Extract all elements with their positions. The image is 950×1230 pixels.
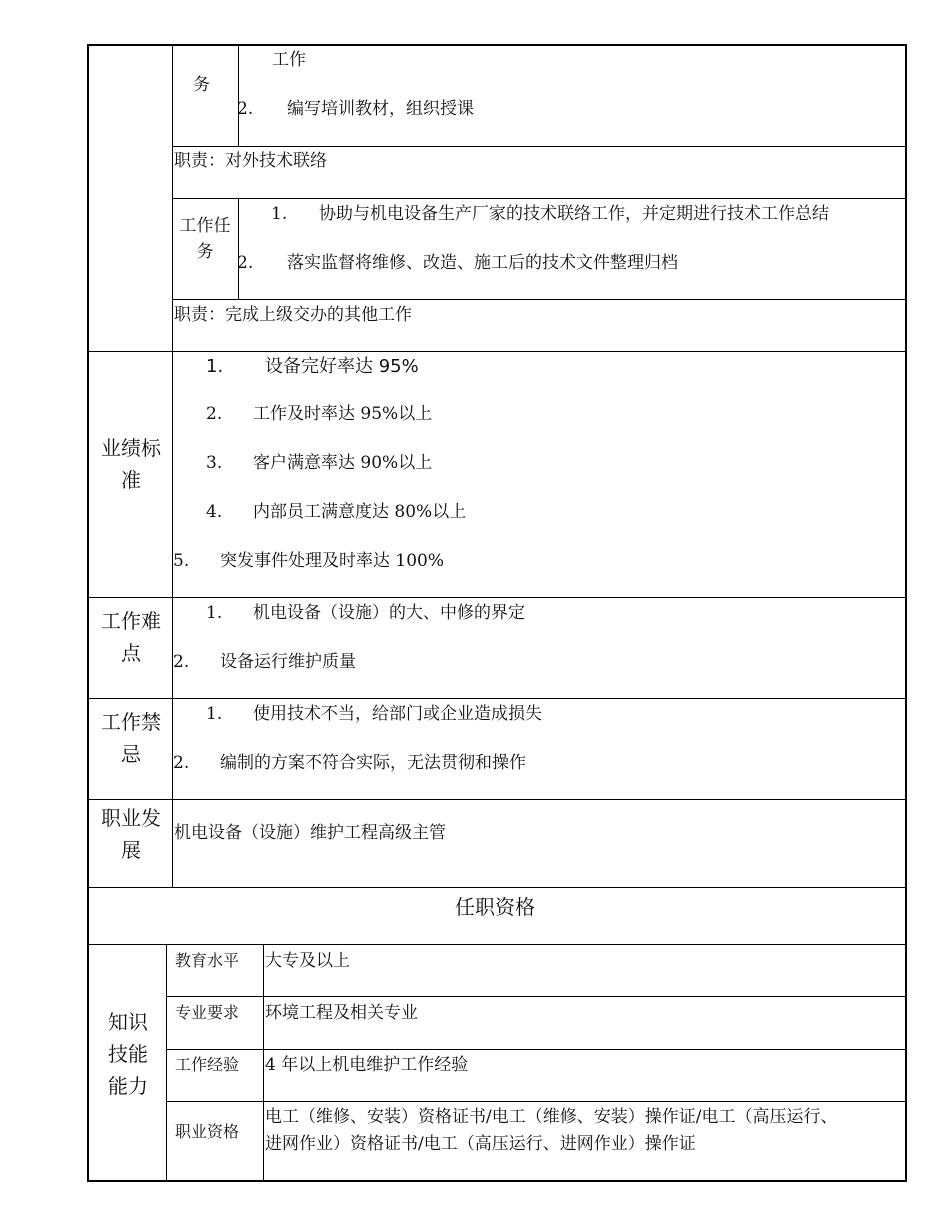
qual-row-label: 职业资格 <box>175 1122 240 1141</box>
duty-row-line-3 <box>172 299 906 300</box>
perf-item-num: 4. <box>206 502 223 522</box>
task-item-num: 2. <box>237 99 254 119</box>
qual-row-label: 专业要求 <box>175 1003 240 1022</box>
task-col-divider-2 <box>238 198 239 300</box>
duty-title: 职责：对外技术联络 <box>174 151 327 171</box>
prohibition-item-num: 2. <box>173 753 190 773</box>
task-item-text: 编写培训教材，组织授课 <box>287 99 474 119</box>
qual-row-line-2 <box>166 1049 906 1050</box>
perf-item-text: 内部员工满意度达 80%以上 <box>253 502 467 522</box>
task-item-num: 2. <box>237 253 254 273</box>
section-line-difficulty <box>87 597 906 598</box>
qualifications-title: 任职资格 <box>455 895 535 919</box>
qual-group-label: 知识技能能力 <box>108 1010 148 1098</box>
perf-item-text: 设备完好率达 95% <box>265 356 419 377</box>
section-line-qual-body <box>87 944 906 945</box>
qual-row-value: 4 年以上机电维护工作经验 <box>265 1055 469 1075</box>
task-label: 工作任务 <box>179 216 231 262</box>
section-label: 工作难点 <box>101 609 161 665</box>
qual-col-divider-1 <box>166 944 167 1181</box>
border-right <box>905 44 907 1182</box>
task-item-text: 落实监督将维修、改造、施工后的技术文件整理归档 <box>287 253 678 273</box>
duty-row-line-2 <box>172 198 906 199</box>
perf-item-num: 1. <box>206 356 224 377</box>
qual-row-value: 大专及以上 <box>265 951 350 971</box>
section-label: 工作禁忌 <box>101 710 161 766</box>
qual-row-line-3 <box>166 1101 906 1102</box>
qual-row-line-1 <box>166 996 906 997</box>
difficulty-item-text: 机电设备（设施）的大、中修的界定 <box>253 603 525 623</box>
task-item-num: 1. <box>271 204 288 224</box>
task-item-text: 协助与机电设备生产厂家的技术联络工作，并定期进行技术工作总结 <box>319 204 829 224</box>
qual-row-label: 教育水平 <box>175 951 240 970</box>
perf-item-text: 突发事件处理及时率达 100% <box>220 551 445 571</box>
qual-row-value: 环境工程及相关专业 <box>265 1003 418 1023</box>
prohibition-item-text: 编制的方案不符合实际，无法贯彻和操作 <box>220 753 526 773</box>
perf-item-num: 5. <box>173 551 190 571</box>
difficulty-item-num: 1. <box>206 603 223 623</box>
duty-title: 职责：完成上级交办的其他工作 <box>174 305 412 325</box>
perf-item-text: 客户满意率达 90%以上 <box>253 453 433 473</box>
section-line-qual-title <box>87 887 906 888</box>
section-label: 业绩标准 <box>101 436 161 492</box>
qual-row-value-line2: 进网作业）资格证书/电工（高压运行、进网作业）操作证 <box>265 1134 696 1154</box>
perf-item-text: 工作及时率达 95%以上 <box>253 404 433 424</box>
section-line-performance <box>87 351 906 352</box>
border-top <box>87 44 907 46</box>
section-label: 职业发展 <box>101 806 161 862</box>
prohibition-item-num: 1. <box>206 704 223 724</box>
task-col-divider-1 <box>238 44 239 146</box>
border-bottom <box>87 1180 907 1182</box>
section-line-career <box>87 799 906 800</box>
border-left <box>87 44 89 1182</box>
difficulty-item-num: 2. <box>173 652 190 672</box>
perf-item-num: 3. <box>206 453 223 473</box>
qual-row-label: 工作经验 <box>175 1055 240 1074</box>
section-line-prohibitions <box>87 698 906 699</box>
duty-row-line-1 <box>172 146 906 147</box>
career-text: 机电设备（设施）维护工程高级主管 <box>174 823 446 843</box>
difficulty-item-text: 设备运行维护质量 <box>220 652 356 672</box>
perf-item-num: 2. <box>206 404 223 424</box>
prohibition-item-text: 使用技术不当，给部门或企业造成损失 <box>253 704 542 724</box>
qual-row-value-line1: 电工（维修、安装）资格证书/电工（维修、安装）操作证/电工（高压运行、 <box>265 1107 838 1127</box>
task-item-text: 工作 <box>272 50 306 70</box>
task-label: 务 <box>193 75 210 95</box>
qual-col-divider-2 <box>263 944 264 1181</box>
